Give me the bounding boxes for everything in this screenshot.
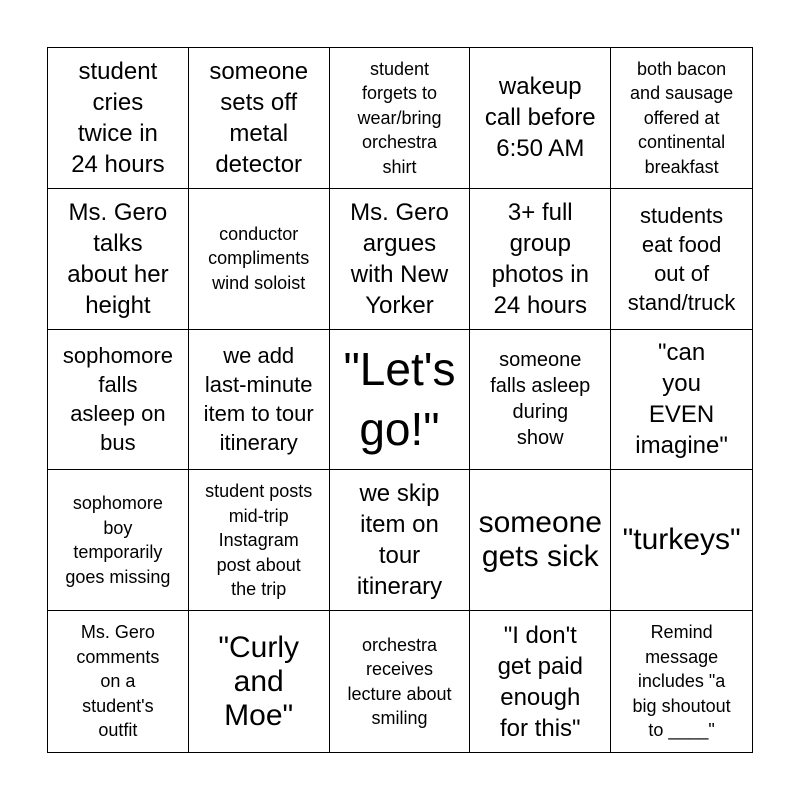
- bingo-cell-r5c1[interactable]: Ms. Gero comments on a student's outfit: [48, 611, 189, 752]
- bingo-cell-r1c1[interactable]: student cries twice in 24 hours: [48, 48, 189, 189]
- bingo-cell-r3c1[interactable]: sophomore falls asleep on bus: [48, 330, 189, 471]
- bingo-cell-r4c5[interactable]: "turkeys": [611, 470, 752, 611]
- bingo-cell-r3c5[interactable]: "can you EVEN imagine": [611, 330, 752, 471]
- bingo-cell-r5c4[interactable]: "I don't get paid enough for this": [470, 611, 611, 752]
- bingo-board: [47, 47, 753, 753]
- bingo-cell-r5c2[interactable]: "Curly and Moe": [189, 611, 330, 752]
- bingo-cell-r4c1[interactable]: sophomore boy temporarily goes missing: [48, 470, 189, 611]
- bingo-cell-r2c4[interactable]: 3+ full group photos in 24 hours: [470, 189, 611, 330]
- bingo-cell-r1c2[interactable]: someone sets off metal detector: [189, 48, 330, 189]
- bingo-cell-r1c3[interactable]: student forgets to wear/bring orchestra shirt: [330, 48, 471, 189]
- bingo-cell-r4c2[interactable]: student posts mid-trip Instagram post about the trip: [189, 470, 330, 611]
- bingo-cell-r1c4[interactable]: wakeup call before 6:50 AM: [470, 48, 611, 189]
- bingo-cell-r4c4[interactable]: someone gets sick: [470, 470, 611, 611]
- bingo-cell-r2c1[interactable]: Ms. Gero talks about her height: [48, 189, 189, 330]
- bingo-cell-r5c3[interactable]: orchestra receives lecture about smiling: [330, 611, 471, 752]
- bingo-cell-r3c4[interactable]: someone falls asleep during show: [470, 330, 611, 471]
- bingo-cell-r2c3[interactable]: Ms. Gero argues with New Yorker: [330, 189, 471, 330]
- bingo-cell-r3c3-free[interactable]: "Let's go!": [330, 330, 471, 471]
- bingo-cell-r2c2[interactable]: conductor compliments wind soloist: [189, 189, 330, 330]
- bingo-cell-r4c3[interactable]: we skip item on tour itinerary: [330, 470, 471, 611]
- bingo-cell-r1c5[interactable]: both bacon and sausage offered at continental breakfast: [611, 48, 752, 189]
- bingo-cell-r3c2[interactable]: we add last-minute item to tour itinerary: [189, 330, 330, 471]
- bingo-cell-r2c5[interactable]: students eat food out of stand/truck: [611, 189, 752, 330]
- bingo-cell-r5c5[interactable]: Remind message includes "a big shoutout to ____": [632, 622, 731, 741]
